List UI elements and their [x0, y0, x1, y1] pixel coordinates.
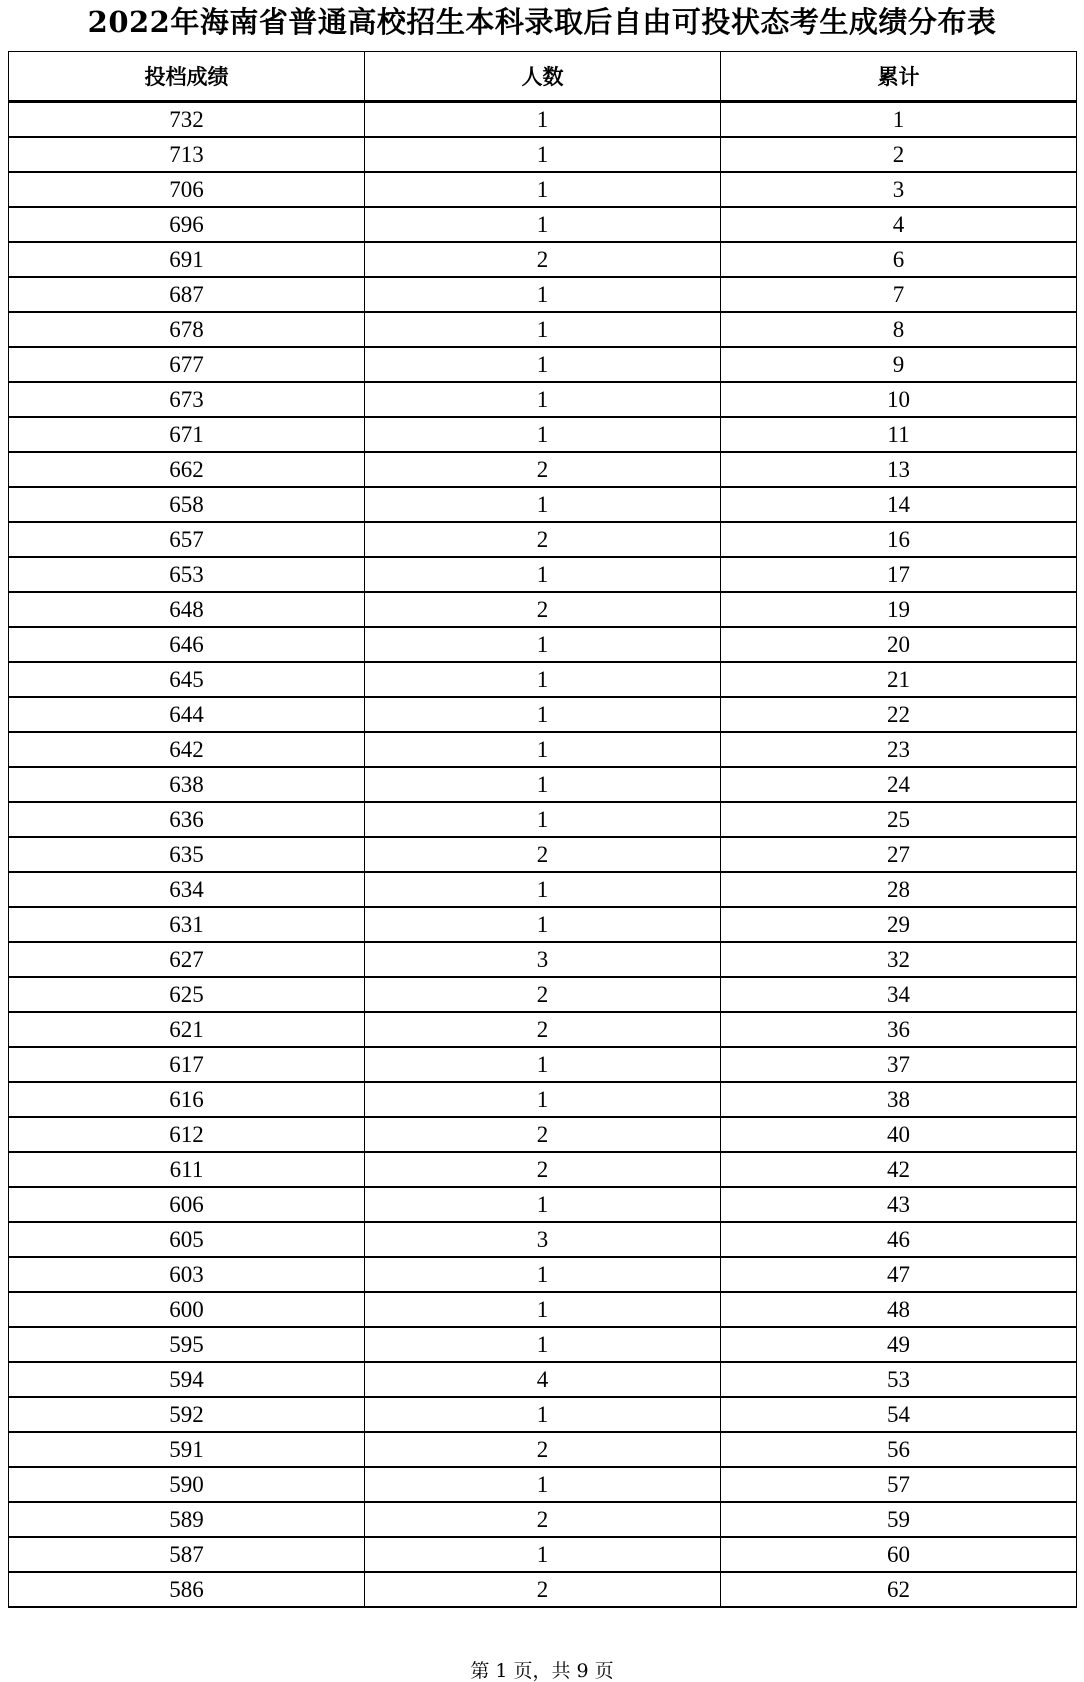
cell-cumulative: 16 [721, 522, 1077, 557]
cell-score: 644 [9, 697, 365, 732]
cell-count: 1 [365, 802, 721, 837]
table-row [9, 452, 1077, 487]
cell-count: 2 [365, 592, 721, 627]
cell-count: 2 [365, 522, 721, 557]
cell-count: 1 [365, 662, 721, 697]
table-row [9, 1537, 1077, 1572]
table-row [9, 207, 1077, 242]
cell-score: 657 [9, 522, 365, 557]
table-row [9, 312, 1077, 347]
cell-score: 635 [9, 837, 365, 872]
cell-score: 658 [9, 487, 365, 522]
table-row [9, 732, 1077, 767]
cell-cumulative: 6 [721, 242, 1077, 277]
table-row [9, 277, 1077, 312]
cell-score: 621 [9, 1012, 365, 1047]
cell-cumulative: 43 [721, 1187, 1077, 1222]
cell-score: 616 [9, 1082, 365, 1117]
cell-count: 1 [365, 207, 721, 242]
cell-cumulative: 47 [721, 1257, 1077, 1292]
cell-cumulative: 1 [721, 102, 1077, 138]
cell-score: 627 [9, 942, 365, 977]
cell-score: 636 [9, 802, 365, 837]
table-row [9, 1152, 1077, 1187]
cell-score: 671 [9, 417, 365, 452]
cell-score: 696 [9, 207, 365, 242]
cell-count: 1 [365, 907, 721, 942]
cell-score: 605 [9, 1222, 365, 1257]
cell-score: 631 [9, 907, 365, 942]
table-row [9, 662, 1077, 697]
cell-score: 586 [9, 1572, 365, 1607]
cell-score: 591 [9, 1432, 365, 1467]
cell-score: 611 [9, 1152, 365, 1187]
cell-count: 1 [365, 487, 721, 522]
cell-cumulative: 13 [721, 452, 1077, 487]
cell-count: 4 [365, 1362, 721, 1397]
cell-cumulative: 54 [721, 1397, 1077, 1432]
table-row [9, 1117, 1077, 1152]
cell-score: 677 [9, 347, 365, 382]
cell-cumulative: 9 [721, 347, 1077, 382]
table-row [9, 557, 1077, 592]
table-row [9, 837, 1077, 872]
table-row [9, 1012, 1077, 1047]
cell-cumulative: 49 [721, 1327, 1077, 1362]
column-header-score: 投档成绩 [9, 52, 365, 102]
cell-cumulative: 48 [721, 1292, 1077, 1327]
table-row [9, 487, 1077, 522]
table-row [9, 872, 1077, 907]
cell-score: 713 [9, 137, 365, 172]
cell-count: 2 [365, 242, 721, 277]
cell-score: 678 [9, 312, 365, 347]
cell-count: 3 [365, 942, 721, 977]
cell-count: 1 [365, 1537, 721, 1572]
cell-cumulative: 56 [721, 1432, 1077, 1467]
cell-score: 595 [9, 1327, 365, 1362]
cell-score: 648 [9, 592, 365, 627]
page-title: 2022年海南省普通高校招生本科录取后自由可投状态考生成绩分布表 [87, 5, 997, 39]
cell-score: 642 [9, 732, 365, 767]
cell-cumulative: 27 [721, 837, 1077, 872]
score-distribution-table-container [8, 51, 1076, 1608]
cell-score: 606 [9, 1187, 365, 1222]
cell-cumulative: 32 [721, 942, 1077, 977]
cell-count: 1 [365, 1047, 721, 1082]
table-row [9, 942, 1077, 977]
table-header-row [9, 52, 1077, 102]
cell-score: 732 [9, 102, 365, 138]
cell-cumulative: 2 [721, 137, 1077, 172]
cell-cumulative: 21 [721, 662, 1077, 697]
table-row [9, 522, 1077, 557]
table-row [9, 1187, 1077, 1222]
cell-count: 1 [365, 417, 721, 452]
cell-count: 2 [365, 1012, 721, 1047]
cell-score: 617 [9, 1047, 365, 1082]
column-header-count: 人数 [365, 52, 721, 102]
cell-score: 645 [9, 662, 365, 697]
cell-cumulative: 40 [721, 1117, 1077, 1152]
cell-cumulative: 3 [721, 172, 1077, 207]
column-header-cumulative: 累计 [721, 52, 1077, 102]
cell-score: 625 [9, 977, 365, 1012]
table-row [9, 1292, 1077, 1327]
table-row [9, 137, 1077, 172]
cell-cumulative: 24 [721, 767, 1077, 802]
cell-count: 2 [365, 1117, 721, 1152]
cell-cumulative: 59 [721, 1502, 1077, 1537]
cell-cumulative: 17 [721, 557, 1077, 592]
cell-score: 653 [9, 557, 365, 592]
cell-cumulative: 36 [721, 1012, 1077, 1047]
cell-cumulative: 7 [721, 277, 1077, 312]
score-distribution-table [8, 51, 1077, 1608]
cell-count: 1 [365, 1187, 721, 1222]
cell-score: 589 [9, 1502, 365, 1537]
cell-count: 1 [365, 1257, 721, 1292]
cell-score: 594 [9, 1362, 365, 1397]
table-row [9, 242, 1077, 277]
cell-cumulative: 53 [721, 1362, 1077, 1397]
cell-count: 2 [365, 837, 721, 872]
cell-cumulative: 29 [721, 907, 1077, 942]
table-row [9, 382, 1077, 417]
cell-score: 634 [9, 872, 365, 907]
cell-count: 1 [365, 1397, 721, 1432]
cell-cumulative: 11 [721, 417, 1077, 452]
cell-score: 587 [9, 1537, 365, 1572]
cell-count: 1 [365, 697, 721, 732]
cell-cumulative: 25 [721, 802, 1077, 837]
table-row [9, 802, 1077, 837]
cell-cumulative: 57 [721, 1467, 1077, 1502]
table-row [9, 907, 1077, 942]
cell-score: 687 [9, 277, 365, 312]
cell-count: 1 [365, 277, 721, 312]
cell-score: 590 [9, 1467, 365, 1502]
cell-score: 600 [9, 1292, 365, 1327]
table-row [9, 417, 1077, 452]
table-row [9, 1257, 1077, 1292]
cell-count: 1 [365, 1327, 721, 1362]
cell-cumulative: 28 [721, 872, 1077, 907]
cell-count: 1 [365, 557, 721, 592]
cell-count: 1 [365, 1467, 721, 1502]
cell-score: 612 [9, 1117, 365, 1152]
cell-score: 691 [9, 242, 365, 277]
table-body [9, 102, 1077, 1608]
cell-count: 2 [365, 1502, 721, 1537]
table-row [9, 1467, 1077, 1502]
page-number: 第 1 页，共 9 页 [470, 1660, 614, 1682]
cell-count: 1 [365, 102, 721, 138]
cell-cumulative: 4 [721, 207, 1077, 242]
table-row [9, 1432, 1077, 1467]
cell-count: 1 [365, 137, 721, 172]
cell-count: 1 [365, 172, 721, 207]
table-row [9, 697, 1077, 732]
table-header [9, 52, 1077, 102]
cell-score: 662 [9, 452, 365, 487]
cell-count: 1 [365, 382, 721, 417]
cell-cumulative: 38 [721, 1082, 1077, 1117]
cell-count: 1 [365, 1292, 721, 1327]
cell-cumulative: 19 [721, 592, 1077, 627]
cell-count: 1 [365, 347, 721, 382]
table-row [9, 592, 1077, 627]
table-row [9, 977, 1077, 1012]
cell-count: 2 [365, 1572, 721, 1607]
cell-count: 2 [365, 452, 721, 487]
cell-cumulative: 60 [721, 1537, 1077, 1572]
table-row [9, 347, 1077, 382]
cell-count: 3 [365, 1222, 721, 1257]
cell-score: 592 [9, 1397, 365, 1432]
cell-count: 1 [365, 732, 721, 767]
cell-cumulative: 20 [721, 627, 1077, 662]
cell-cumulative: 22 [721, 697, 1077, 732]
cell-count: 1 [365, 627, 721, 662]
cell-cumulative: 46 [721, 1222, 1077, 1257]
table-row [9, 1047, 1077, 1082]
cell-cumulative: 14 [721, 487, 1077, 522]
cell-score: 638 [9, 767, 365, 802]
table-row [9, 1222, 1077, 1257]
table-row [9, 1082, 1077, 1117]
cell-cumulative: 62 [721, 1572, 1077, 1607]
cell-count: 1 [365, 1082, 721, 1117]
cell-cumulative: 8 [721, 312, 1077, 347]
cell-count: 1 [365, 312, 721, 347]
cell-count: 2 [365, 1432, 721, 1467]
table-row [9, 172, 1077, 207]
cell-score: 603 [9, 1257, 365, 1292]
table-row [9, 1502, 1077, 1537]
cell-cumulative: 10 [721, 382, 1077, 417]
table-row [9, 767, 1077, 802]
cell-cumulative: 42 [721, 1152, 1077, 1187]
cell-score: 646 [9, 627, 365, 662]
table-row [9, 102, 1077, 138]
cell-score: 706 [9, 172, 365, 207]
table-row [9, 1327, 1077, 1362]
table-row [9, 1397, 1077, 1432]
table-row [9, 627, 1077, 662]
cell-count: 2 [365, 977, 721, 1012]
cell-count: 2 [365, 1152, 721, 1187]
cell-cumulative: 23 [721, 732, 1077, 767]
cell-count: 1 [365, 767, 721, 802]
table-row [9, 1572, 1077, 1607]
cell-count: 1 [365, 872, 721, 907]
cell-cumulative: 37 [721, 1047, 1077, 1082]
table-row [9, 1362, 1077, 1397]
cell-score: 673 [9, 382, 365, 417]
cell-cumulative: 34 [721, 977, 1077, 1012]
